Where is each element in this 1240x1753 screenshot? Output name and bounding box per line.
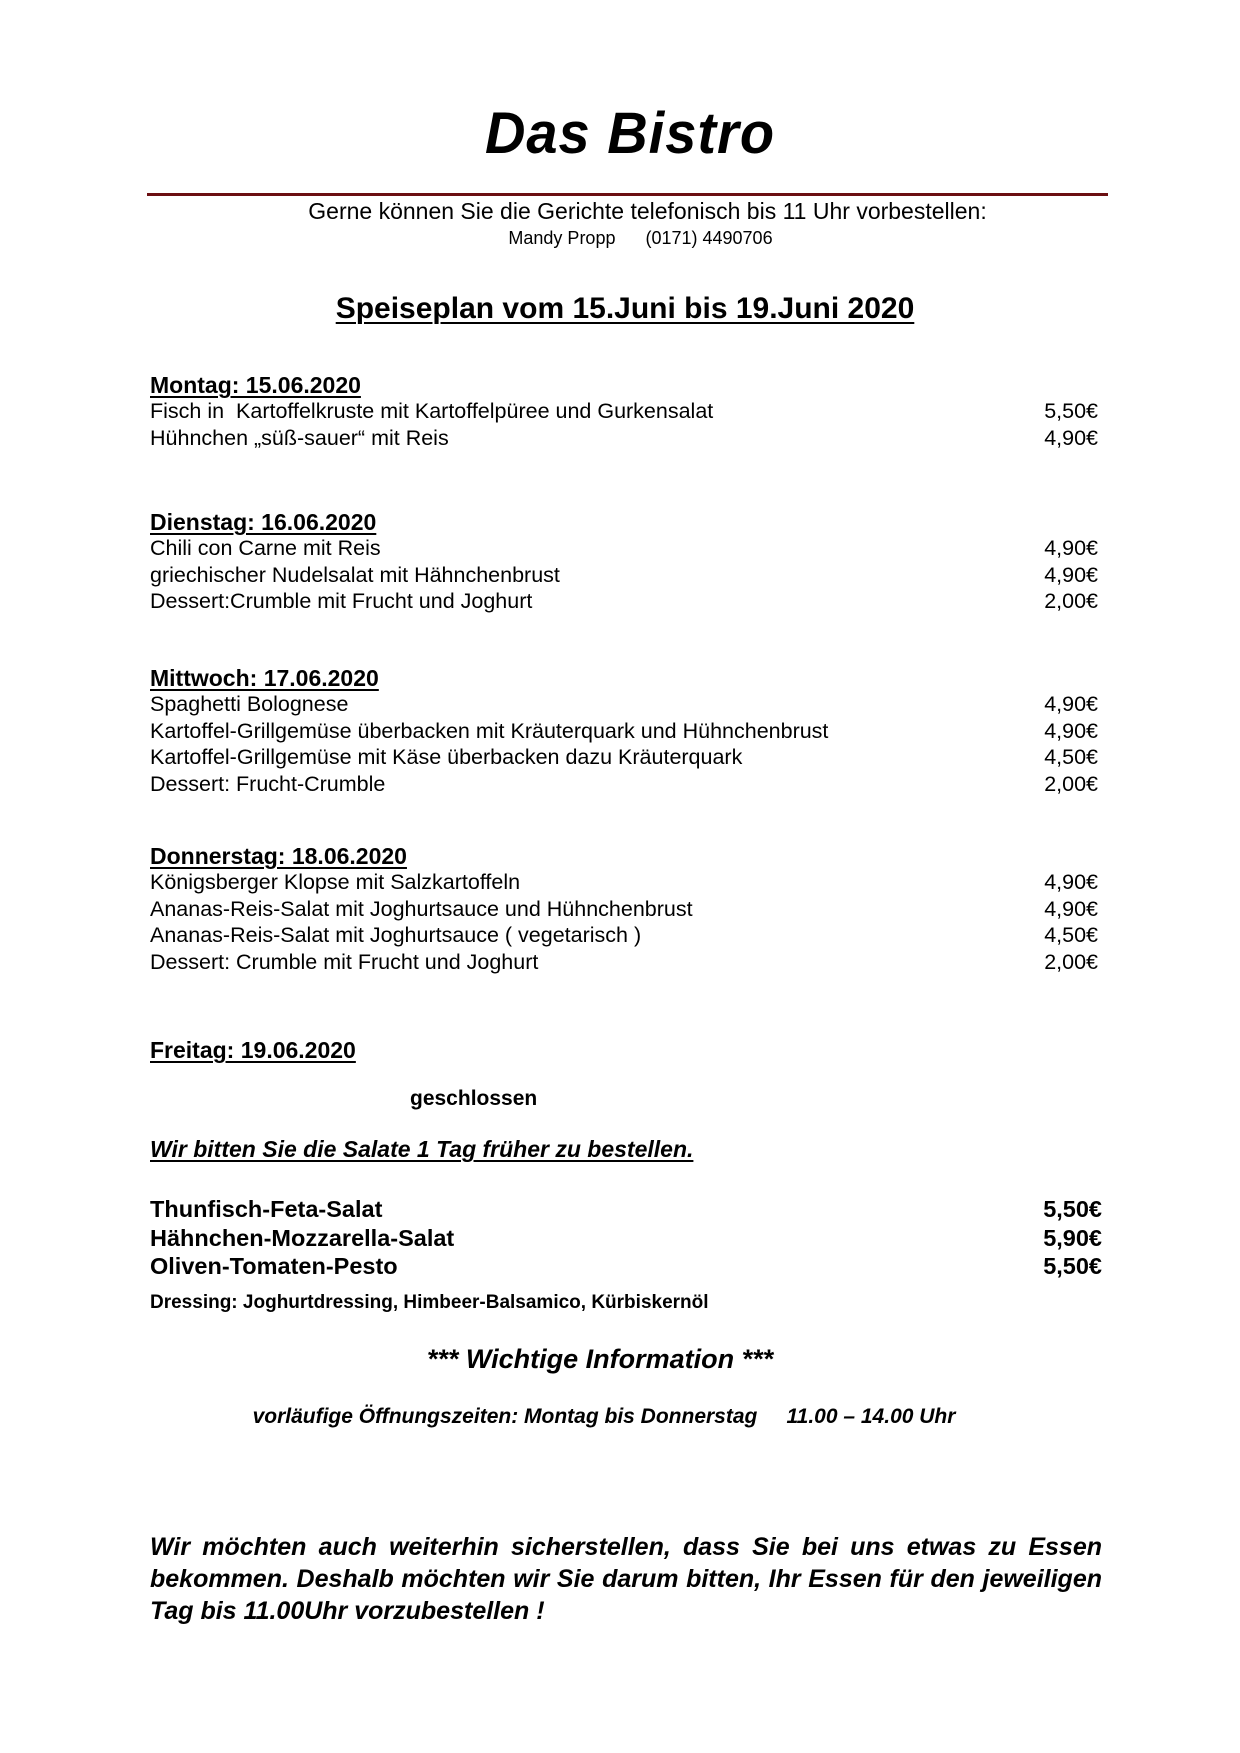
bistro-title: Das Bistro bbox=[484, 99, 776, 166]
menu-item-name: Dessert: Crumble mit Frucht und Joghurt bbox=[150, 949, 539, 974]
salad-order-note: Wir bitten Sie die Salate 1 Tag früher zu bestellen. bbox=[150, 1136, 694, 1162]
menu-item-name: Spaghetti Bolognese bbox=[150, 692, 349, 716]
menu-item-price: 4,90€ bbox=[1044, 562, 1098, 587]
menu-item-price: 4,90€ bbox=[1044, 692, 1098, 716]
menu-item bbox=[150, 922, 1100, 949]
day-heading: Dienstag: 16.06.2020 bbox=[150, 509, 377, 535]
salad-item bbox=[150, 1195, 1102, 1224]
day-section-montag bbox=[150, 372, 1100, 451]
menu-item-price: 5,50€ bbox=[1044, 399, 1098, 423]
menu-item-name: Dessert: Frucht-Crumble bbox=[150, 771, 386, 796]
menu-item bbox=[150, 398, 1100, 425]
menu-item-name: Kartoffel-Grillgemüse überbacken mit Kräuterquark und Hühnchenbrust bbox=[150, 718, 829, 743]
salad-item-name: Hähnchen-Mozzarella-Salat bbox=[150, 1224, 455, 1251]
menu-item bbox=[150, 588, 1100, 615]
preorder-request-text: Wir möchten auch weiterhin sicherstellen, dass Sie bei uns etwas zu Essen bekommen. Deshalb möchten wir Sie darum bitten, Ihr Essen für den jeweiligen Tag bis 11.00Uhr vorzubestellen ! bbox=[150, 1533, 1102, 1625]
menu-item-name: Ananas-Reis-Salat mit Joghurtsauce und Hühnchenbrust bbox=[150, 896, 693, 921]
menu-item-name: Hühnchen „süß-sauer“ mit Reis bbox=[150, 425, 449, 450]
day-section-dienstag bbox=[150, 509, 1100, 615]
menu-item-name: Königsberger Klopse mit Salzkartoffeln bbox=[150, 870, 521, 894]
contact-line: Mandy Propp (0171) 4490706 bbox=[508, 228, 773, 248]
day-section-mittwoch bbox=[150, 665, 1100, 797]
day-heading: Freitag: 19.06.2020 bbox=[150, 1037, 356, 1063]
menu-item bbox=[150, 425, 1100, 452]
salad-list bbox=[150, 1195, 1102, 1281]
menu-item bbox=[150, 718, 1100, 745]
menu-plan-heading: Speiseplan vom 15.Juni bis 19.Juni 2020 bbox=[335, 292, 915, 325]
menu-item-name: Kartoffel-Grillgemüse mit Käse überbacken dazu Kräuterquark bbox=[150, 745, 743, 769]
menu-item-price: 4,90€ bbox=[1044, 870, 1098, 894]
menu-item-price: 2,00€ bbox=[1044, 771, 1098, 796]
important-info-heading: *** Wichtige Information *** bbox=[426, 1344, 774, 1374]
menu-item-name: griechischer Nudelsalat mit Hähnchenbrust bbox=[150, 562, 560, 587]
menu-item-price: 4,50€ bbox=[1044, 745, 1098, 769]
menu-item-price: 4,50€ bbox=[1044, 923, 1098, 947]
dressing-options: Dressing: Joghurtdressing, Himbeer-Balsamico, Kürbiskernöl bbox=[150, 1292, 709, 1313]
menu-item bbox=[150, 562, 1100, 589]
menu-item bbox=[150, 949, 1100, 976]
header-divider bbox=[147, 193, 1108, 196]
menu-item-price: 2,00€ bbox=[1044, 589, 1098, 613]
menu-item-name: Chili con Carne mit Reis bbox=[150, 536, 381, 560]
salad-item-price: 5,50€ bbox=[1043, 1253, 1102, 1279]
menu-item-price: 4,90€ bbox=[1044, 896, 1098, 921]
menu-item bbox=[150, 744, 1100, 771]
day-heading: Montag: 15.06.2020 bbox=[150, 372, 361, 398]
menu-item-name: Ananas-Reis-Salat mit Joghurtsauce ( vegetarisch ) bbox=[150, 923, 642, 947]
salad-item-name: Thunfisch-Feta-Salat bbox=[150, 1196, 383, 1222]
menu-item-price: 4,90€ bbox=[1044, 718, 1098, 743]
menu-item-price: 2,00€ bbox=[1044, 949, 1098, 974]
salad-item-name: Oliven-Tomaten-Pesto bbox=[150, 1253, 398, 1279]
menu-item bbox=[150, 535, 1100, 562]
salad-item-price: 5,50€ bbox=[1043, 1196, 1102, 1222]
menu-item bbox=[150, 771, 1100, 798]
day-heading: Mittwoch: 17.06.2020 bbox=[150, 665, 379, 691]
menu-item-price: 4,90€ bbox=[1044, 425, 1098, 450]
day-section-freitag bbox=[150, 1037, 1100, 1063]
preorder-notice: Gerne können Sie die Gerichte telefonisch bis 11 Uhr vorbestellen: bbox=[308, 198, 987, 224]
menu-item bbox=[150, 896, 1100, 923]
day-heading: Donnerstag: 18.06.2020 bbox=[150, 843, 407, 869]
menu-item-name: Fisch in Kartoffelkruste mit Kartoffelpüree und Gurkensalat bbox=[150, 399, 714, 423]
menu-item bbox=[150, 869, 1100, 896]
day-section-donnerstag bbox=[150, 843, 1100, 975]
menu-item-name: Dessert:Crumble mit Frucht und Joghurt bbox=[150, 589, 533, 613]
salad-item-price: 5,90€ bbox=[1043, 1224, 1102, 1251]
opening-hours: vorläufige Öffnungszeiten: Montag bis Donnerstag 11.00 – 14.00 Uhr bbox=[252, 1405, 956, 1428]
menu-item-price: 4,90€ bbox=[1044, 536, 1098, 560]
menu-item bbox=[150, 691, 1100, 718]
closed-status: geschlossen bbox=[410, 1087, 538, 1110]
salad-item bbox=[150, 1252, 1102, 1281]
salad-item bbox=[150, 1224, 1102, 1253]
